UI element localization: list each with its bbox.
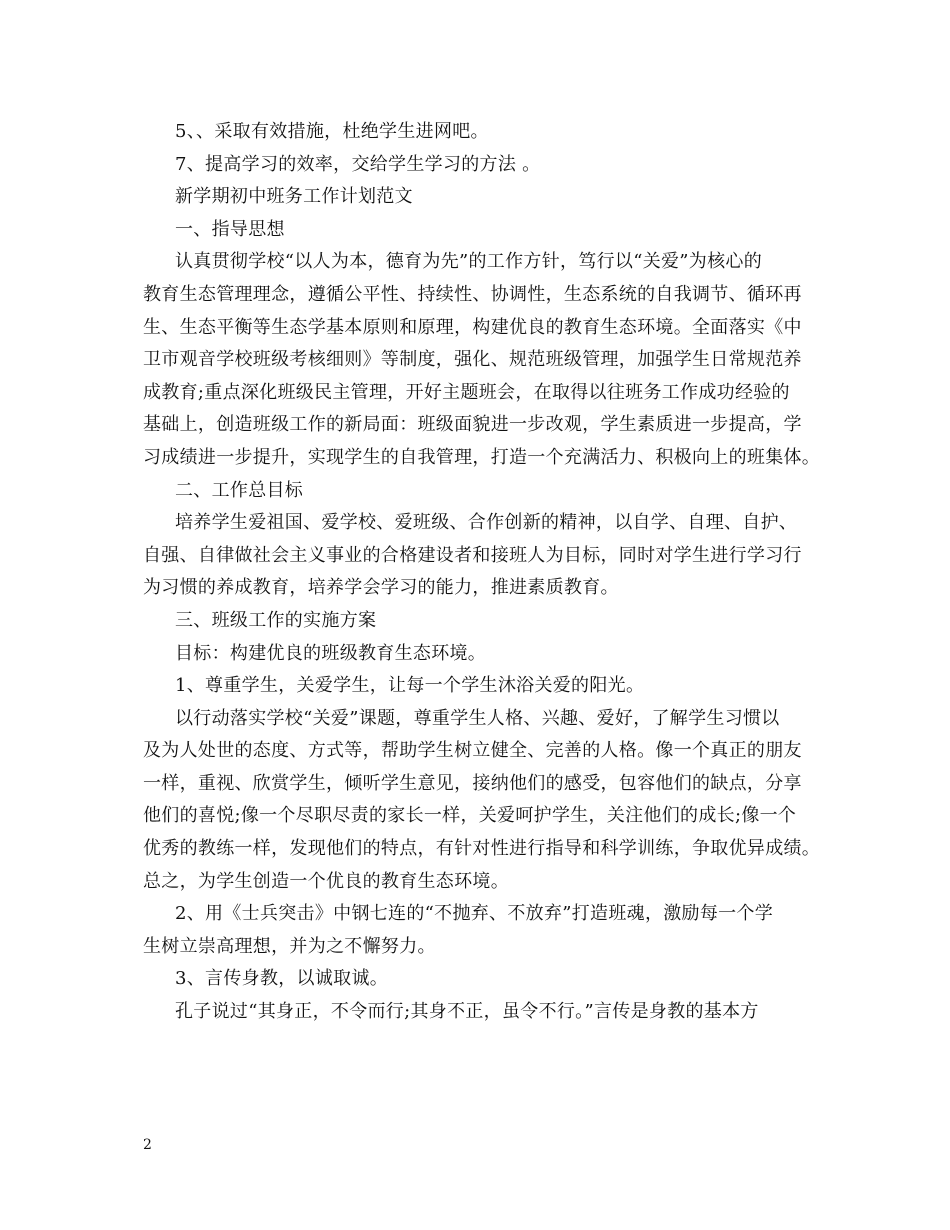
text-line: 卫市观音学校班级考核细则》等制度，强化、规范班级管理，加强学生日常规范养 [143,349,802,371]
text-line: 生树立崇高理想，并为之不懈努力。 [143,935,436,957]
text-line: 2、用《士兵突击》中钢七连的“不抛弃、不放弃”打造班魂，激励每一个学 [175,903,774,925]
text-line: 及为人处世的态度、方式等，帮助学生树立健全、完善的人格。像一个真正的朋友 [143,740,802,762]
text-line: 培养学生爱祖国、爱学校、爱班级、合作创新的精神，以自学、自理、自护、 [175,512,798,534]
text-line: 孔子说过“其身正，不令而行;其身不正，虽令不行。”言传是身教的基本方 [175,1001,759,1023]
text-line: 三、班级工作的实施方案 [175,609,377,631]
text-line: 认真贯彻学校“以人为本，德育为先”的工作方针，笃行以“关爱”为核心的 [175,251,763,273]
page-number: 2 [143,1137,152,1153]
text-line: 优秀的教练一样，发现他们的特点，有针对性进行指导和科学训练，争取优异成绩。 [143,838,821,860]
text-line: 3、言传身教，以诚取诚。 [175,968,389,990]
text-line: 1、尊重学生，关爱学生，让每一个学生沐浴关爱的阳光。 [175,675,645,697]
text-line: 总之，为学生创造一个优良的教育生态环境。 [143,870,509,892]
text-line: 基础上，创造班级工作的新局面：班级面貌进一步改观，学生素质进一步提高，学 [143,414,802,436]
text-line: 5、、采取有效措施，杜绝学生进网吧。 [175,121,489,142]
text-line: 自强、自律做社会主义事业的合格建设者和接班人为目标，同时对学生进行学习行 [143,544,802,566]
text-line: 一、指导思想 [175,218,285,240]
text-line: 教育生态管理理念，遵循公平性、持续性、协调性，生态系统的自我调节、循环再 [143,283,802,305]
text-line: 为习惯的养成教育，培养学会学习的能力，推进素质教育。 [143,577,619,599]
text-line: 目标：构建优良的班级教育生态环境。 [175,642,487,664]
text-line: 生、生态平衡等生态学基本原则和原理，构建优良的教育生态环境。全面落实《中 [143,316,802,338]
text-line: 二、工作总目标 [175,479,304,501]
text-line: 以行动落实学校“关爱”课题，尊重学生人格、兴趣、爱好，了解学生习惯以 [175,707,780,729]
text-line: 他们的喜悦;像一个尽职尽责的家长一样，关爱呵护学生，关注他们的成长;像一个 [143,805,797,827]
text-line: 习成绩进一步提升，实现学生的自我管理，打造一个充满活力、积极向上的班集体。 [143,446,821,468]
body-text [143,116,823,1029]
text-line: 一样，重视、欣赏学生，倾听学生意见，接纳他们的感受，包容他们的缺点，分享 [143,772,802,794]
text-line: 成教育;重点深化班级民主管理，开好主题班会，在取得以往班务工作成功经验的 [143,381,790,403]
text-line: 7、提高学习的效率，交给学生学习的方法 。 [175,153,541,175]
text-line: 新学期初中班务工作计划范文 [175,186,413,208]
